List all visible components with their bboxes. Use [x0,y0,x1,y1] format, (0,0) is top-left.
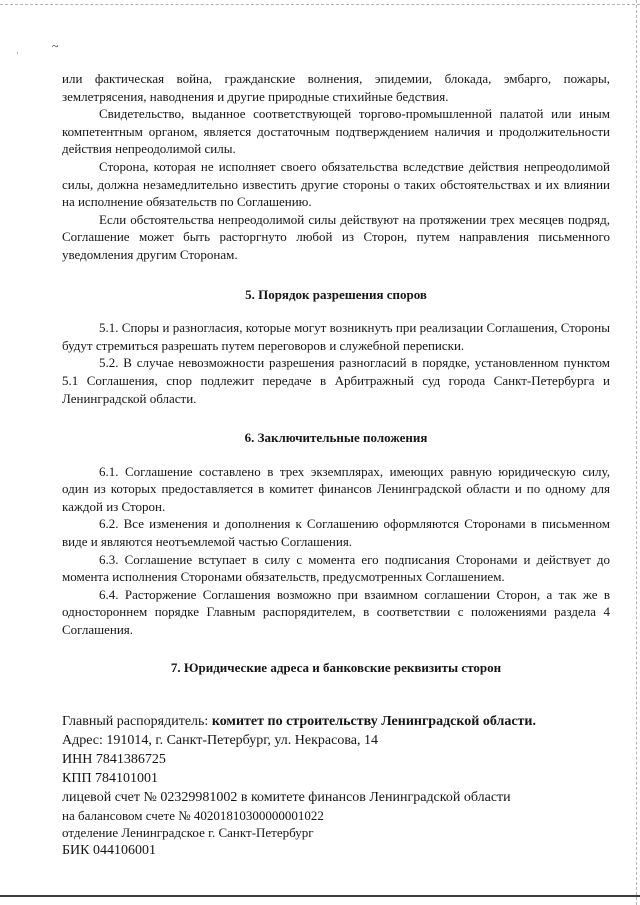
clause-6-1: 6.1. Соглашение составлено в трех экземплярах, имеющих равную юридическую силу, один из которых предоставляется в комитет финансов Ленинградской области и по одному для каждой из Сторон. [62,463,610,514]
section-6-heading: 6. Заключительные положения [244,430,428,446]
main-manager-name: комитет по строительству Ленинградской области. [211,714,536,730]
section-5-heading: 5. Порядок разрешения споров [245,286,427,302]
main-manager-label: Главный распорядитель: [62,714,212,730]
scan-speck-mark: ~ [52,39,59,53]
force-majeure-continuation: или фактическая война, гражданские волнения, эпидемии, блокада, эмбарго, пожары, землетрясения, наводнения и другие природные стихийные бедствия. [62,71,610,104]
clause-6-4: 6.4. Расторжение Соглашения возможно при взаимном соглашении Сторон, а так же в одностороннем порядке Главным распорядителем, в соответствии с положениями раздела 4 Соглашения. [62,586,610,638]
branch-line: отделение Ленинградское г. Санкт-Петербург [62,825,314,841]
clause-6-3: 6.3. Соглашение вступает в силу с момента его подписания Сторонами и действует до момента исполнения Сторонами обязательств, предусмотренных Соглашением. [62,551,610,585]
balance-account-line: на балансовом счете № 40201810300000001022 [62,808,324,824]
requisites-block [62,712,610,860]
force-majeure-paragraph-3: Если обстоятельства непреодолимой силы действуют на протяжении трех месяцев подряд, Соглашение может быть расторгнуто любой из Сторон, путем направления письменного уведомления другим Сторонам. [62,211,610,262]
force-majeure-paragraph-2: Сторона, которая не исполняет своего обязательства вследствие действия непреодолимой силы, должна незамедлительно известить другие стороны о таких обстоятельствах и их влиянии на исполнение обязательств по Соглашению. [62,158,610,210]
account-line: лицевой счет № 02329981002 в комитете финансов Ленинградской области [62,790,511,806]
clause-5-2: 5.2. В случае невозможности разрешения разногласий в порядке, установленном пунктом 5.1 Соглашения, спор подлежит передаче в Арбитражный суд города Санкт-Петербурга и Ленинградской области. [62,355,610,406]
scan-border-top [0,4,640,5]
address-line: Адрес: 191014, г. Санкт-Петербург, ул. Некрасова, 14 [62,733,378,749]
document-body [62,70,610,860]
section-7-heading: 7. Юридические адреса и банковские реквизиты сторон [170,659,502,675]
scan-border-bottom [0,895,640,897]
bik-line: БИК 044106001 [62,843,156,859]
inn-line: ИНН 7841386725 [62,752,166,768]
scan-dot-mark: · [16,49,19,58]
scan-border-right [636,0,637,905]
force-majeure-paragraph-1: Свидетельство, выданное соответствующей торгово-промышленной палатой или иным компетентным органом, является достаточным подтверждением наличия и продолжительности действия непреодолимой силы. [62,106,610,157]
kpp-line: КПП 784101001 [62,771,159,787]
clause-5-1: 5.1. Споры и разногласия, которые могут возникнуть при реализации Соглашения, Стороны будут стремиться разрешать путем переговоров и служебной переписки. [62,320,610,353]
clause-6-2: 6.2. Все изменения и дополнения к Соглашению оформляются Сторонами в письменном виде и являются неотъемлемой частью Соглашения. [62,516,610,550]
main-manager-line [62,712,610,731]
